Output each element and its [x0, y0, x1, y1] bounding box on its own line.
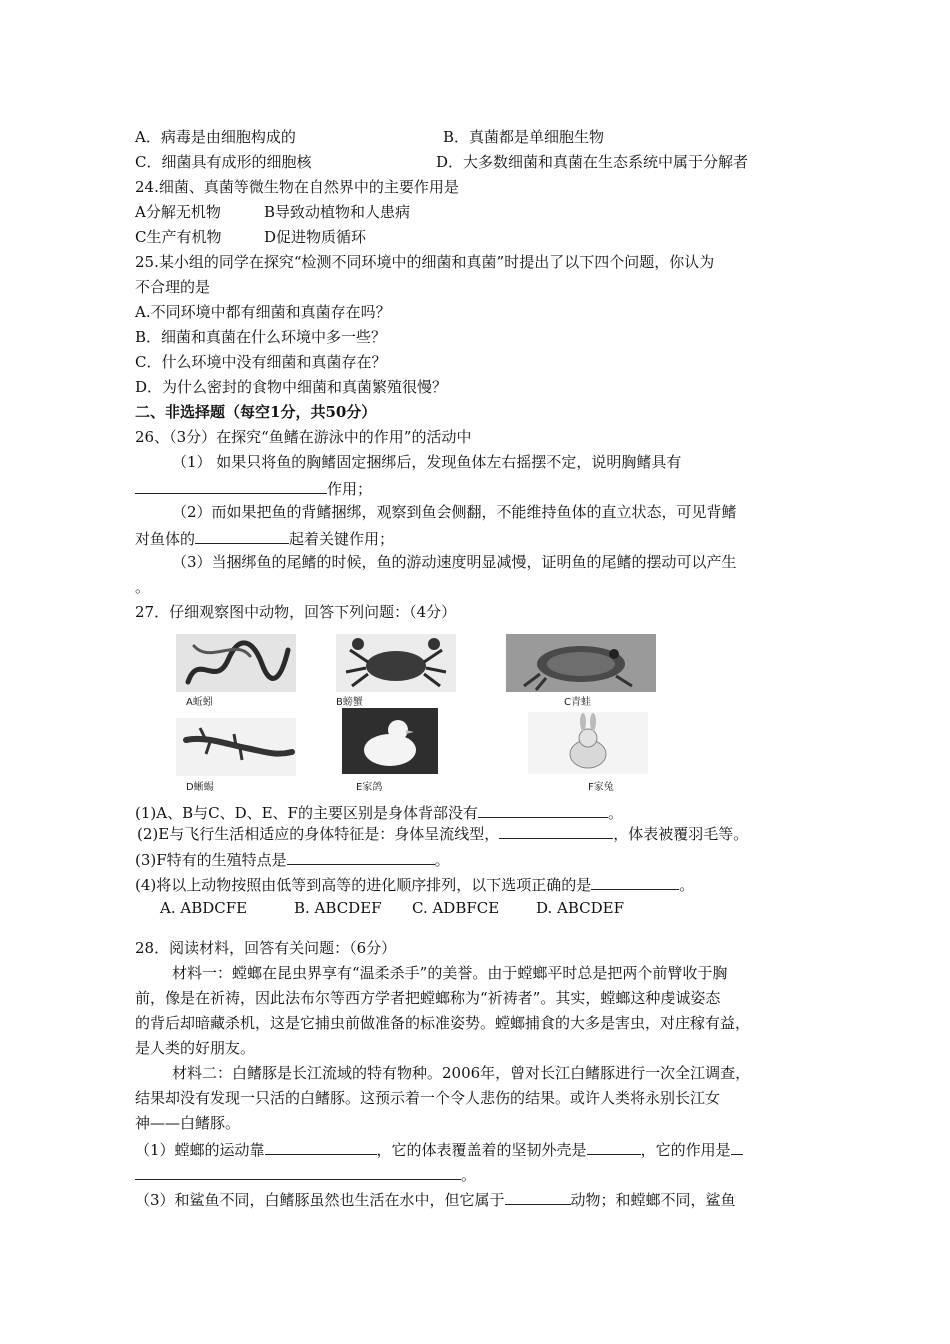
q27-stem: 27．仔细观察图中动物，回答下列问题：（4分） — [135, 603, 457, 621]
q23-option-b: B．真菌都是单细胞生物 — [443, 128, 605, 146]
q25-stem-line2: 不合理的是 — [135, 278, 211, 296]
section2-title: 二、非选择题（每空1分，共50分） — [135, 403, 377, 421]
label-c: C青蛙 — [564, 697, 591, 708]
q24-option-a: A分解无机物 — [135, 203, 221, 221]
q26-stem: 26、（3分）在探究“鱼鳍在游泳中的作用”的活动中 — [135, 428, 472, 446]
q26-part2-line2: 对鱼体的 起着关键作用； — [135, 527, 394, 549]
q28-answer1-line1: （1）螳螂的运动靠 ，它的体表覆盖着的坚韧外壳是 ，它的作用是 — [135, 1138, 743, 1160]
earthworm-image — [176, 634, 296, 692]
q25-option-d: D．为什么密封的食物中细菌和真菌繁殖很慢？ — [135, 378, 448, 396]
q23-option-a: A．病毒是由细胞构成的 — [135, 128, 296, 146]
q27-sub1: (1)A、B与C、D、E、F的主要区别是身体背部没有 。 — [135, 801, 623, 823]
answer-blank[interactable] — [587, 1138, 641, 1155]
q26-part3-line1: （3）当捆绑鱼的尾鳍的时候，鱼的游动速度明显减慢，证明鱼的尾鳍的摆动可以产生 — [172, 553, 737, 571]
q24-option-c: C生产有机物 — [135, 228, 222, 246]
q23-option-d: D．大多数细菌和真菌在生态系统中属于分解者 — [436, 153, 749, 171]
answer-blank[interactable] — [135, 477, 327, 494]
rabbit-image — [528, 712, 648, 774]
q26-part1-line1: （1） 如果只将鱼的胸鳍固定捆绑后，发现鱼体左右摇摆不定，说明胸鳍具有 — [172, 453, 682, 471]
q26-part1-line2: 作用； — [135, 477, 372, 499]
q28-material1-line2: 前，像是在祈祷，因此法布尔等西方学者把螳螂称为“祈祷者”。其实，螳螂这种虔诚姿态 — [135, 989, 721, 1007]
answer-blank[interactable] — [135, 1163, 461, 1180]
label-a: A蚯蚓 — [186, 697, 213, 708]
q27-option-b: B. ABCDEF — [294, 899, 382, 917]
q27-option-a: A. ABDCFE — [160, 899, 248, 917]
q28-material2-line1: 材料二：白鳍豚是长江流域的特有物种。2006年，曾对长江白鳍豚进行一次全江调查， — [172, 1064, 751, 1082]
q28-material2-line3: 神——白鳍豚。 — [135, 1114, 241, 1132]
answer-blank[interactable] — [265, 1138, 377, 1155]
pigeon-image — [342, 708, 438, 774]
answer-blank[interactable] — [499, 822, 613, 839]
q24-stem: 24.细菌、真菌等微生物在自然界中的主要作用是 — [135, 178, 459, 196]
crab-image — [336, 634, 456, 692]
answer-blank[interactable] — [505, 1188, 571, 1205]
label-b: B螃蟹 — [336, 697, 363, 708]
q28-material1-line4: 是人类的好朋友。 — [135, 1039, 256, 1057]
answer-blank[interactable] — [195, 527, 289, 544]
q28-material2-line2: 结果却没有发现一只活的白鳍豚。这预示着一个令人悲伤的结果。或许人类将永别长江女 — [135, 1089, 721, 1107]
answer-blank[interactable] — [478, 801, 608, 818]
q27-sub3: (3)F特有的生殖特点是 。 — [135, 848, 450, 870]
q28-answer1-line2: 。 — [135, 1163, 476, 1185]
q27-option-d: D. ABCDEF — [536, 899, 625, 917]
q24-option-b: B导致动植物和人患病 — [264, 203, 411, 221]
q25-option-b: B．细菌和真菌在什么环境中多一些？ — [135, 328, 387, 346]
answer-blank[interactable] — [287, 848, 435, 865]
q24-option-d: D促进物质循环 — [264, 228, 367, 246]
q25-option-c: C．什么环境中没有细菌和真菌存在？ — [135, 353, 387, 371]
q26-part3-line2: 。 — [135, 578, 151, 596]
q27-sub4: (4)将以上动物按照由低等到高等的进化顺序排列，以下选项正确的是 。 — [135, 873, 694, 895]
q27-option-c: C. ADBFCE — [412, 899, 500, 917]
lizard-image — [176, 718, 296, 776]
q26-part2-line1: （2）而如果把鱼的背鳍捆绑，观察到鱼会侧翻，不能维持鱼体的直立状态，可见背鳍 — [172, 503, 737, 521]
label-f: F家兔 — [588, 782, 614, 793]
answer-blank[interactable] — [731, 1138, 743, 1155]
q28-answer3-line1: （3）和鲨鱼不同，白鳍豚虽然也生活在水中，但它属于 动物；和螳螂不同，鲨鱼 — [135, 1188, 736, 1210]
label-e: E家鸽 — [356, 782, 383, 793]
q25-stem-line1: 25.某小组的同学在探究“检测不同环境中的细菌和真菌”时提出了以下四个问题，你认为 — [135, 253, 715, 271]
q23-option-c: C．细菌具有成形的细胞核 — [135, 153, 312, 171]
q27-sub2: (2)E与飞行生活相适应的身体特征是：身体呈流线型， ，体表被覆羽毛等。 — [137, 822, 748, 844]
q28-material1-line3: 的背后却暗藏杀机，这是它捕虫前做准备的标准姿势。螳螂捕食的大多是害虫，对庄稼有益， — [135, 1014, 751, 1032]
q28-stem: 28．阅读材料，回答有关问题：（6分） — [135, 939, 397, 957]
label-d: D蜥蜴 — [186, 782, 214, 793]
answer-blank[interactable] — [591, 873, 679, 890]
animals-figure — [176, 630, 672, 796]
q25-option-a: A.不同环境中都有细菌和真菌存在吗？ — [135, 303, 391, 321]
frog-image — [506, 634, 656, 692]
q28-material1-line1: 材料一：螳螂在昆虫界享有“温柔杀手”的美誉。由于螳螂平时总是把两个前臂收于胸 — [172, 964, 728, 982]
